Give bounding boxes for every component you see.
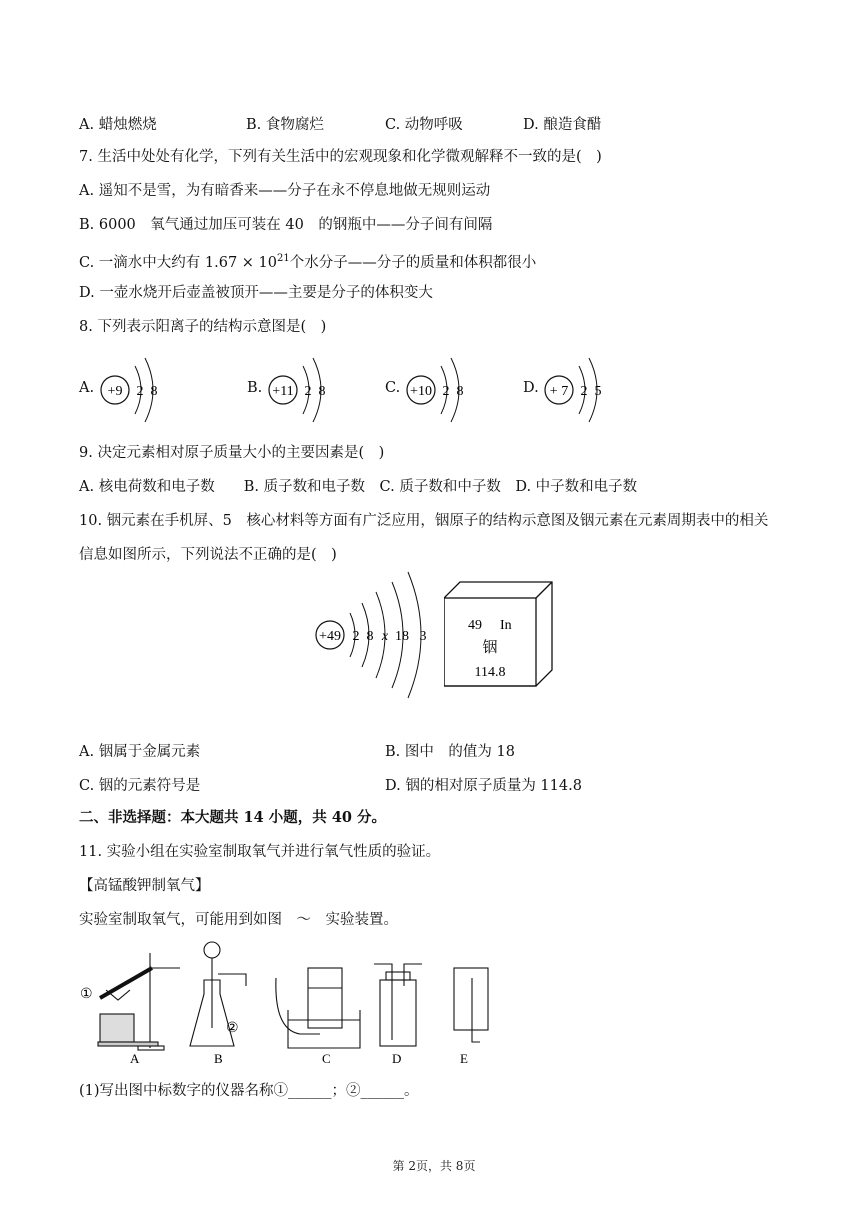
q8-letter-c: C. — [385, 380, 401, 396]
q7-option-c-pre: C. 一滴水中大约有 1.67 × 10 — [79, 254, 278, 271]
q10-stem-line2: 信息如图所示，下列说法不正确的是( ) — [79, 547, 337, 563]
shell-count: 2 — [352, 629, 360, 644]
apparatus-c — [276, 968, 360, 1048]
shell-count: 5 — [594, 384, 602, 399]
q8-letter-a: A. — [79, 380, 95, 396]
bottle-stopper — [386, 972, 410, 980]
funnel-bulb — [204, 942, 220, 958]
gas-bottle — [380, 980, 416, 1046]
q11-part1: (1)写出图中标数字的仪器名称①______；②______。 — [79, 1083, 419, 1099]
q6-option-d: D. 酿造食醋 — [523, 117, 602, 133]
nucleus-label: + 7 — [549, 384, 569, 399]
q10-stem-line1: 10. 铟元素在手机屏、5 核心材料等方面有广泛应用，铟原子的结构示意图及铟元素在元素周期表中的相关 — [79, 513, 769, 529]
lamp-base — [98, 1042, 158, 1046]
marker-2: ② — [226, 1020, 239, 1036]
q8-diagram-c — [401, 350, 481, 430]
inverted-bottle — [454, 968, 488, 1030]
section-2-heading: 二、非选择题：本大题共 14 小题，共 40 分。 — [79, 809, 387, 826]
nucleus-label: +11 — [272, 384, 294, 399]
shell-count: 2 — [136, 384, 144, 399]
short-tube — [404, 964, 422, 986]
apparatus-d — [374, 964, 422, 1046]
q7-option-b: B. 6000 氧气通过加压可装在 40 的钢瓶中——分子间有间隔 — [79, 217, 493, 233]
q9-options: A. 核电荷数和电子数 B. 质子数和电子数 C. 质子数和中子数 D. 中子数和电子数 — [79, 479, 638, 495]
shell-count: 2 — [304, 384, 312, 399]
shell-count: 18 — [395, 629, 409, 644]
nucleus-label: +49 — [319, 629, 341, 644]
element-name: 铟 — [482, 638, 498, 656]
q10-option-c: C. 铟的元素符号是 — [79, 778, 201, 794]
q7-stem: 7. 生活中处处有化学，下列有关生活中的宏观现象和化学微观解释不一致的是( ) — [79, 149, 602, 165]
q11-intro: 实验室制取氧气，可能用到如图 ～ 实验装置。 — [79, 912, 398, 928]
q7-option-a: A. 遥知不是雪，为有暗香来——分子在永不停息地做无规则运动 — [79, 183, 491, 199]
label-a: A — [130, 1051, 140, 1066]
lab-apparatus-figure — [78, 938, 498, 1073]
q10-option-a: A. 铟属于金属元素 — [79, 744, 201, 760]
apparatus-a — [98, 953, 180, 1050]
shell-count: 2 — [442, 384, 450, 399]
q7-option-c-post: 个水分子——分子的质量和体积都很小 — [289, 254, 537, 271]
q7-option-d: D. 一壶水烧开后壶盖被顶开——主要是分子的体积变大 — [79, 285, 433, 301]
collecting-bottle — [308, 968, 342, 1028]
q8-letter-b: B. — [247, 380, 263, 396]
nucleus-label: +10 — [410, 384, 432, 399]
q6-option-b: B. 食物腐烂 — [246, 117, 324, 133]
q7-option-c — [79, 249, 536, 273]
shell-count: 8 — [366, 629, 374, 644]
stand-base — [138, 1046, 164, 1050]
shell-count: x — [381, 629, 389, 644]
page-footer: 第 2页，共 8页 — [392, 1159, 476, 1173]
q9-stem: 9. 决定元素相对原子质量大小的主要因素是( ) — [79, 445, 385, 461]
shell-count: 8 — [456, 384, 464, 399]
label-c: C — [322, 1051, 331, 1066]
q7-option-c-sup: 21 — [277, 253, 290, 264]
label-e: E — [460, 1051, 468, 1066]
water-trough — [288, 1010, 360, 1048]
q8-diagram-a — [95, 350, 175, 430]
atomic-number: 49 — [468, 618, 482, 633]
q8-stem: 8. 下列表示阳离子的结构示意图是( ) — [79, 319, 327, 335]
label-b: B — [214, 1051, 223, 1066]
delivery-tube — [276, 978, 320, 1034]
q11-stem: 11. 实验小组在实验室制取氧气并进行氧气性质的验证。 — [79, 844, 441, 860]
delivery-tube — [472, 978, 480, 1042]
indium-atom-diagram — [310, 568, 440, 708]
nucleus-label: +9 — [107, 384, 123, 399]
q8-letter-d: D. — [523, 380, 539, 396]
atomic-mass: 114.8 — [474, 665, 506, 680]
element-symbol: In — [500, 618, 512, 633]
q10-option-b: B. 图中 的值为 18 — [385, 744, 515, 760]
q6-option-a: A. 蜡烛燃烧 — [79, 117, 157, 133]
long-tube — [374, 964, 392, 1040]
shell-count: 3 — [419, 629, 427, 644]
alcohol-lamp-body — [100, 1014, 134, 1042]
q8-diagram-b — [263, 350, 343, 430]
shell-count: 2 — [580, 384, 588, 399]
marker-1: ① — [80, 986, 93, 1002]
shell-count: 8 — [150, 384, 158, 399]
periodic-table-cell — [444, 580, 556, 692]
q10-option-d: D. 铟的相对原子质量为 114.8 — [385, 778, 582, 794]
side-tube — [218, 974, 246, 986]
q6-option-c: C. 动物呼吸 — [385, 117, 463, 133]
q8-diagram-d — [539, 350, 619, 430]
apparatus-e — [454, 968, 488, 1042]
shell-count: 8 — [318, 384, 326, 399]
label-d: D — [392, 1051, 402, 1066]
q11-subheading: 【高锰酸钾制氧气】 — [79, 878, 210, 894]
